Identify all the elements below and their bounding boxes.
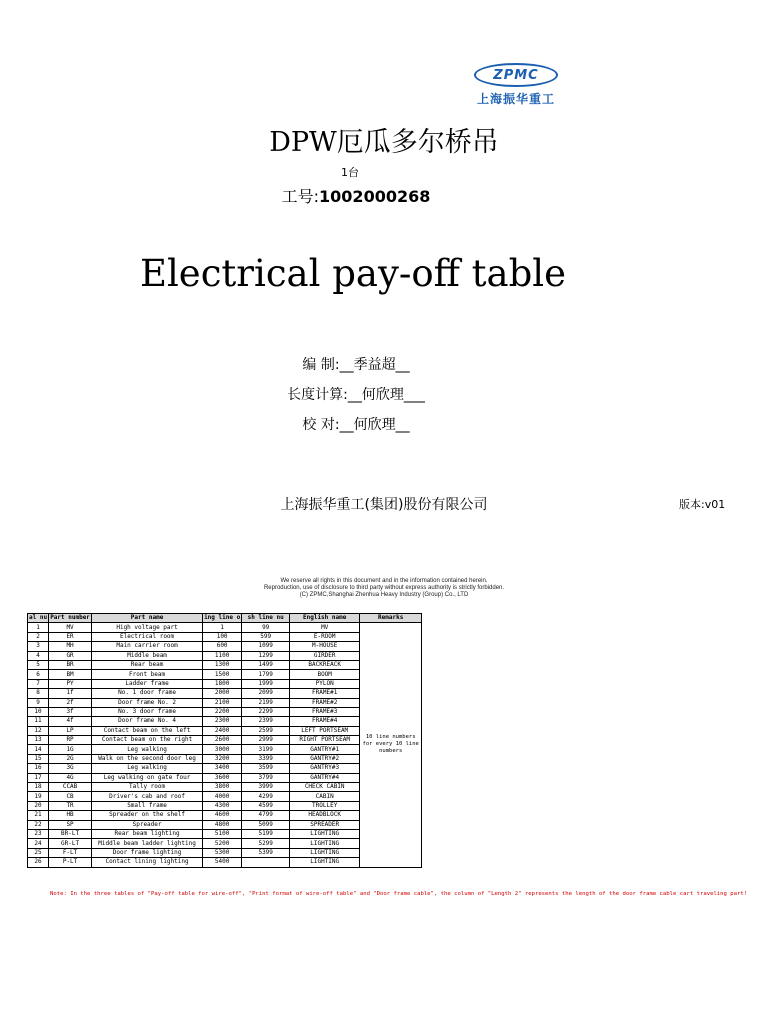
cell-serial: 4 xyxy=(28,651,49,660)
cell-start-line: 1100 xyxy=(203,651,242,660)
cell-start-line: 4800 xyxy=(203,820,242,829)
cell-part-name: Contact lining lighting xyxy=(92,858,203,867)
cell-part-name: Ladder frame xyxy=(92,679,203,688)
cell-end-line xyxy=(242,858,290,867)
cell-part-number: 2f xyxy=(49,698,92,707)
cell-part-number: 2G xyxy=(49,754,92,763)
cell-english-name: LIGHTING xyxy=(290,848,360,857)
cell-start-line: 1300 xyxy=(203,660,242,669)
cell-serial: 14 xyxy=(28,745,49,754)
cell-serial: 25 xyxy=(28,848,49,857)
cell-english-name: LIGHTING xyxy=(290,839,360,848)
col-serial-header: al nu xyxy=(29,614,48,622)
job-label: 工号: xyxy=(281,187,320,206)
cell-english-name: M-HOUSE xyxy=(290,642,360,651)
cell-end-line: 3799 xyxy=(242,773,290,782)
cell-start-line: 3800 xyxy=(203,783,242,792)
cell-part-number: 3G xyxy=(49,764,92,773)
cell-part-number: LP xyxy=(49,726,92,735)
cell-part-name: Small frame xyxy=(92,801,203,810)
cell-part-name: No. 1 door frame xyxy=(92,689,203,698)
payoff-table xyxy=(27,613,422,868)
cell-part-number: 3f xyxy=(49,707,92,716)
cell-end-line: 4799 xyxy=(242,811,290,820)
job-number: 1002000268 xyxy=(319,187,431,206)
cell-part-name: Spreader on the shelf xyxy=(92,811,203,820)
cell-end-line: 2399 xyxy=(242,717,290,726)
cell-part-name: Main carrier room xyxy=(92,642,203,651)
cell-serial: 5 xyxy=(28,660,49,669)
cell-part-name: Contact beam on the right xyxy=(92,736,203,745)
cell-part-number: MH xyxy=(49,642,92,651)
notice-line: Reproduction, use of disclosure to third party without express authority is strictly forbidden. xyxy=(263,585,505,591)
cell-part-number: 4f xyxy=(49,717,92,726)
cell-part-name: Middle beam xyxy=(92,651,203,660)
cell-part-number: GR xyxy=(49,651,92,660)
cell-english-name: CHECK CABIN xyxy=(290,783,360,792)
cell-serial: 23 xyxy=(28,829,49,838)
cell-serial: 17 xyxy=(28,773,49,782)
cell-end-line: 2099 xyxy=(242,689,290,698)
cell-end-line: 1999 xyxy=(242,679,290,688)
cell-english-name: GIRDER xyxy=(290,651,360,660)
note-text: Note: In the three tables of "Pay-off table for wire-off", "Print format of wire-off table" and "Door frame cable", the column of "Length 2" represents the length of the door frame cable cart traveling part! xyxy=(50,891,748,897)
cell-start-line: 2200 xyxy=(203,707,242,716)
cell-end-line: 5199 xyxy=(242,829,290,838)
cell-part-number: HB xyxy=(49,811,92,820)
cell-end-line: 5399 xyxy=(242,848,290,857)
cell-serial: 7 xyxy=(28,679,49,688)
cell-english-name: LEFT PORTSEAM xyxy=(290,726,360,735)
company-name: 上海振华重工(集团)股份有限公司 xyxy=(280,497,488,513)
cell-start-line: 3000 xyxy=(203,745,242,754)
cell-serial: 2 xyxy=(28,632,49,641)
cell-end-line: 599 xyxy=(242,632,290,641)
cell-part-name: Door frame No. 4 xyxy=(92,717,203,726)
cell-serial: 13 xyxy=(28,736,49,745)
col-part-number-header: Part number xyxy=(50,614,90,622)
cell-start-line: 3600 xyxy=(203,773,242,782)
cell-part-name: Rear beam xyxy=(92,660,203,669)
cell-part-name: Tally room xyxy=(92,783,203,792)
cell-part-number: TR xyxy=(49,801,92,810)
table-row xyxy=(28,623,422,632)
cell-english-name: FRAME#3 xyxy=(290,707,360,716)
cell-end-line: 3399 xyxy=(242,754,290,763)
cell-end-line: 99 xyxy=(242,623,290,632)
cell-end-line: 1299 xyxy=(242,651,290,660)
cell-serial: 26 xyxy=(28,858,49,867)
cell-english-name: SPREADER xyxy=(290,820,360,829)
cell-part-number: SP xyxy=(49,820,92,829)
cell-start-line: 2400 xyxy=(203,726,242,735)
cell-serial: 19 xyxy=(28,792,49,801)
cell-serial: 24 xyxy=(28,839,49,848)
cell-start-line: 3400 xyxy=(203,764,242,773)
cell-english-name: FRAME#4 xyxy=(290,717,360,726)
cell-part-number: P-LT xyxy=(49,858,92,867)
cell-english-name: BOOM xyxy=(290,670,360,679)
col-remarks-header: Remarks xyxy=(360,614,422,623)
cell-english-name: TROLLEY xyxy=(290,801,360,810)
cell-english-name: LIGHTING xyxy=(290,858,360,867)
cell-part-name: High voltage part xyxy=(92,623,203,632)
cell-serial: 8 xyxy=(28,689,49,698)
cell-end-line: 3599 xyxy=(242,764,290,773)
zpmc-logo xyxy=(470,63,562,107)
cell-english-name: LIGHTING xyxy=(290,829,360,838)
cell-serial: 22 xyxy=(28,820,49,829)
checked-by: 校 对:__何欣理__ xyxy=(302,417,410,433)
cell-start-line: 5300 xyxy=(203,848,242,857)
length-calculated-by: 长度计算:__何欣理___ xyxy=(287,387,425,403)
cell-english-name: FRAME#1 xyxy=(290,689,360,698)
cell-end-line: 2299 xyxy=(242,707,290,716)
cell-part-number: BR xyxy=(49,660,92,669)
cell-part-name: Walk on the second door leg xyxy=(92,754,203,763)
cell-part-number: CCAB xyxy=(49,783,92,792)
cell-serial: 16 xyxy=(28,764,49,773)
quantity: 1台 xyxy=(341,166,359,179)
cell-serial: 20 xyxy=(28,801,49,810)
col-end-line-header: sh line nu xyxy=(242,614,290,623)
cell-start-line: 1800 xyxy=(203,679,242,688)
copyright-notice xyxy=(0,578,768,599)
cell-part-number: BR-LT xyxy=(49,829,92,838)
cell-english-name: BACKREACK xyxy=(290,660,360,669)
cell-start-line: 100 xyxy=(203,632,242,641)
cell-start-line: 4000 xyxy=(203,792,242,801)
cell-start-line: 5100 xyxy=(203,829,242,838)
cell-english-name: GANTRY#2 xyxy=(290,754,360,763)
cell-english-name: E-ROOM xyxy=(290,632,360,641)
cell-start-line: 2000 xyxy=(203,689,242,698)
cell-part-name: Leg walking on gate four xyxy=(92,773,203,782)
cell-part-name: Electrical room xyxy=(92,632,203,641)
table-header-row xyxy=(28,614,422,623)
cell-start-line: 600 xyxy=(203,642,242,651)
document-title: Electrical pay-off table xyxy=(139,252,567,295)
cell-serial: 11 xyxy=(28,717,49,726)
cell-part-name: Door frame lighting xyxy=(92,848,203,857)
cell-part-number: CB xyxy=(49,792,92,801)
cell-part-name: Middle beam ladder lighting xyxy=(92,839,203,848)
cell-part-name: Door frame No. 2 xyxy=(92,698,203,707)
notice-line: (C) ZPMC,Shanghai Zhenhua Heavy Industry (Group) Co., LTD xyxy=(299,592,469,598)
cell-end-line: 1099 xyxy=(242,642,290,651)
cell-english-name: FRAME#2 xyxy=(290,698,360,707)
cell-start-line: 4600 xyxy=(203,811,242,820)
cell-english-name: HEADBLOCK xyxy=(290,811,360,820)
cell-part-number: ER xyxy=(49,632,92,641)
prepared-by: 编 制:__季益超__ xyxy=(302,357,410,373)
cell-part-number: 1f xyxy=(49,689,92,698)
cell-end-line: 2199 xyxy=(242,698,290,707)
cell-english-name: MV xyxy=(290,623,360,632)
cell-part-number: F-LT xyxy=(49,848,92,857)
cell-end-line: 1499 xyxy=(242,660,290,669)
cell-serial: 9 xyxy=(28,698,49,707)
cell-part-number: GR-LT xyxy=(49,839,92,848)
remarks-cell: 10 line numbers for every 10 line numbers xyxy=(360,623,422,867)
cell-part-name: Driver's cab and roof xyxy=(92,792,203,801)
cell-part-number: RP xyxy=(49,736,92,745)
cell-english-name: CABIN xyxy=(290,792,360,801)
logo-cn-text: 上海振华重工 xyxy=(476,92,555,106)
cell-end-line: 5299 xyxy=(242,839,290,848)
notice-line: We reserve all rights in this document and in the information contained herein. xyxy=(280,578,488,584)
cell-start-line: 5200 xyxy=(203,839,242,848)
cell-part-number: PY xyxy=(49,679,92,688)
cell-part-name: Rear beam lighting xyxy=(92,829,203,838)
col-start-line-header: ing line o xyxy=(204,614,241,622)
cell-serial: 1 xyxy=(28,623,49,632)
cell-part-name: Front beam xyxy=(92,670,203,679)
cell-english-name: PYLON xyxy=(290,679,360,688)
cell-part-name: Leg walking xyxy=(92,745,203,754)
cell-part-name: Spreader xyxy=(92,820,203,829)
cell-start-line: 2600 xyxy=(203,736,242,745)
cell-part-number: BM xyxy=(49,670,92,679)
cell-end-line: 1799 xyxy=(242,670,290,679)
version-label: 版本:v01 xyxy=(679,498,726,511)
logo-mark xyxy=(474,63,558,87)
cell-start-line: 1500 xyxy=(203,670,242,679)
cell-part-name: Contact beam on the left xyxy=(92,726,203,735)
cell-serial: 3 xyxy=(28,642,49,651)
cell-end-line: 4299 xyxy=(242,792,290,801)
cell-part-number: MV xyxy=(49,623,92,632)
cell-serial: 15 xyxy=(28,754,49,763)
cell-serial: 6 xyxy=(28,670,49,679)
cell-start-line: 1 xyxy=(203,623,242,632)
cell-start-line: 5400 xyxy=(203,858,242,867)
cell-english-name: GANTRY#1 xyxy=(290,745,360,754)
project-title: DPW厄瓜多尔桥吊 xyxy=(269,127,499,158)
cell-end-line: 3199 xyxy=(242,745,290,754)
col-english-name-header: English name xyxy=(290,614,360,623)
cell-part-number: 4G xyxy=(49,773,92,782)
cell-end-line: 3999 xyxy=(242,783,290,792)
cell-end-line: 2999 xyxy=(242,736,290,745)
cell-english-name: GANTRY#3 xyxy=(290,764,360,773)
cell-end-line: 4599 xyxy=(242,801,290,810)
cell-serial: 21 xyxy=(28,811,49,820)
cell-serial: 12 xyxy=(28,726,49,735)
cell-start-line: 4300 xyxy=(203,801,242,810)
cell-serial: 18 xyxy=(28,783,49,792)
cell-part-name: No. 3 door frame xyxy=(92,707,203,716)
cell-part-number: 1G xyxy=(49,745,92,754)
cell-serial: 10 xyxy=(28,707,49,716)
col-part-name-header: Part name xyxy=(92,614,203,623)
logo-mark-text: ZPMC xyxy=(493,68,539,83)
job-number-line xyxy=(0,184,712,207)
cell-english-name: RIGHT PORTSEAM xyxy=(290,736,360,745)
cell-end-line: 2599 xyxy=(242,726,290,735)
cell-part-name: Leg walking xyxy=(92,764,203,773)
cell-start-line: 2300 xyxy=(203,717,242,726)
cell-start-line: 3200 xyxy=(203,754,242,763)
cell-end-line: 5099 xyxy=(242,820,290,829)
cell-english-name: GANTRY#4 xyxy=(290,773,360,782)
cell-start-line: 2100 xyxy=(203,698,242,707)
